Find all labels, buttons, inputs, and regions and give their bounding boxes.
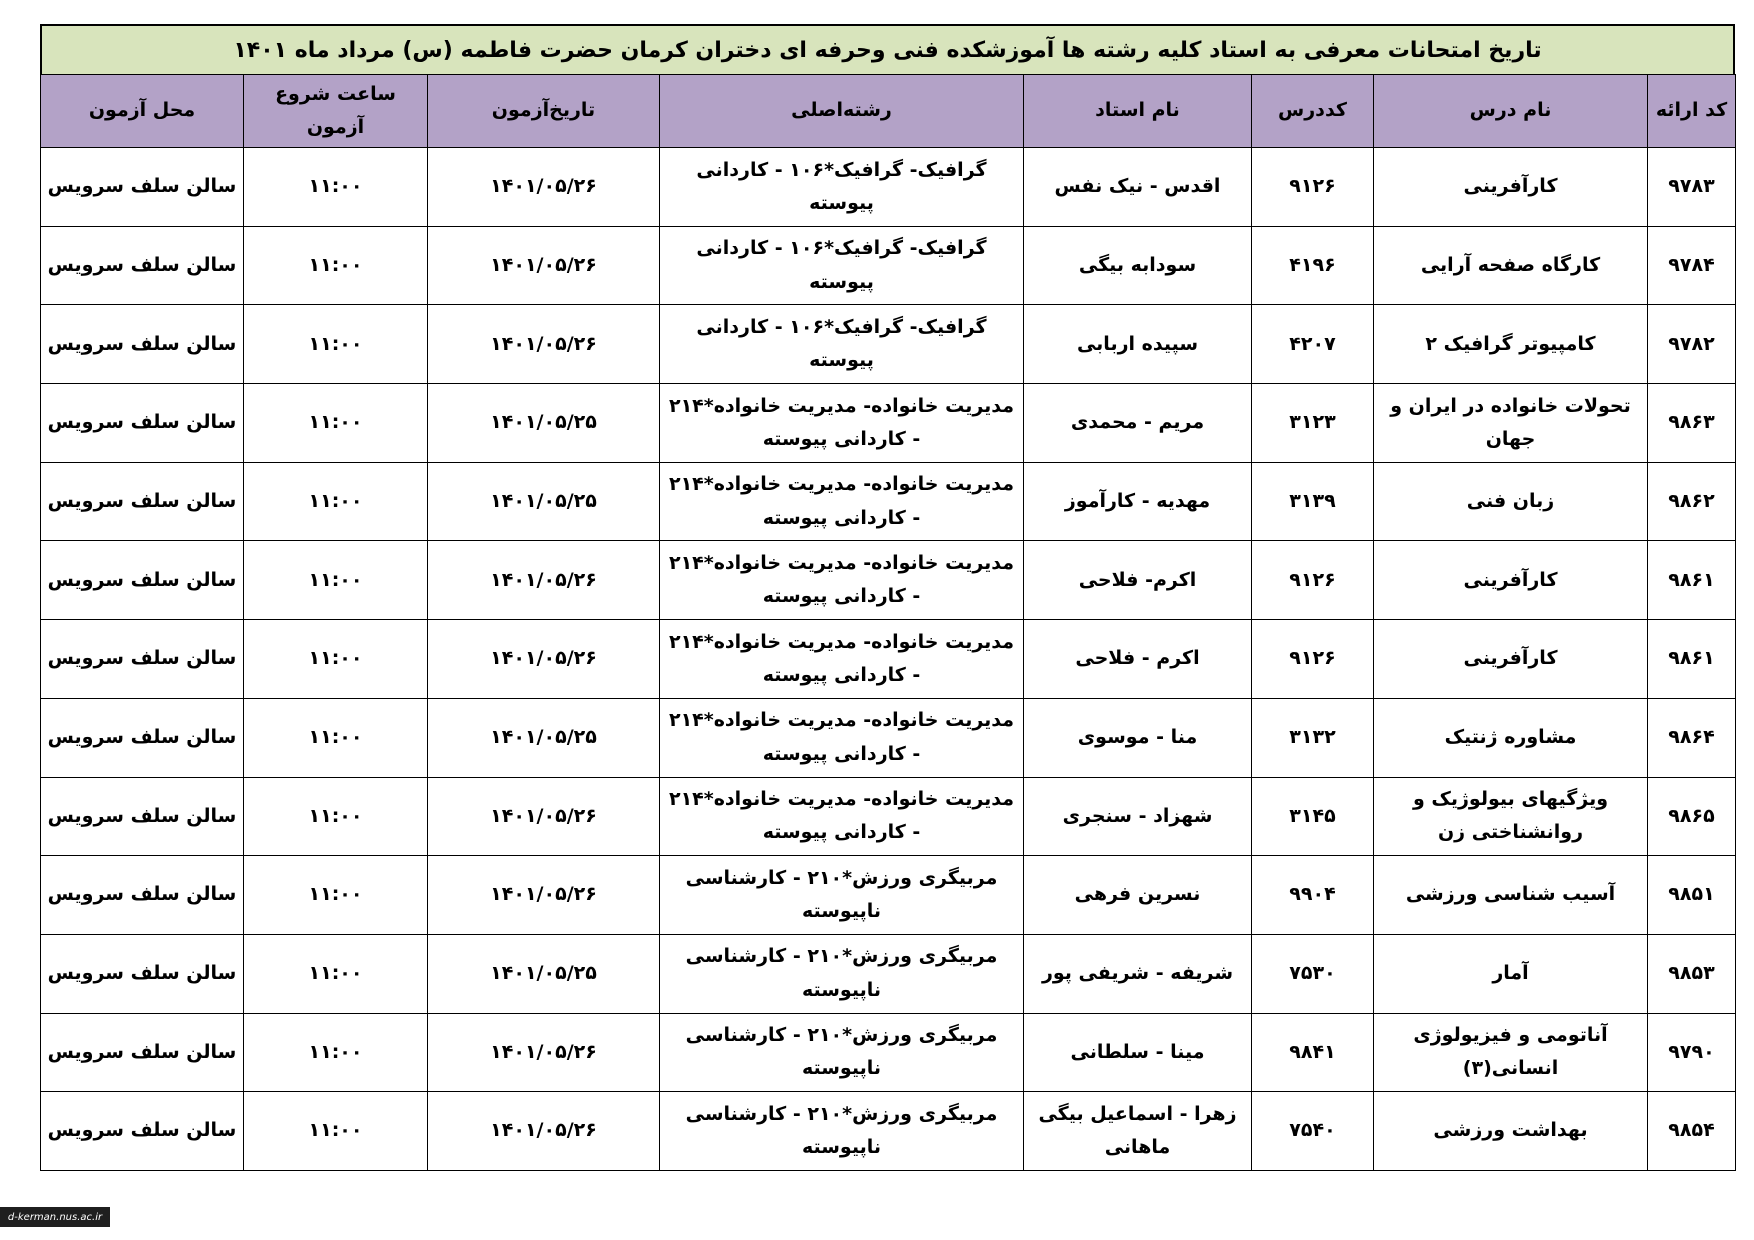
location-cell: سالن سلف سرویس (41, 305, 244, 384)
table-row (41, 1092, 1736, 1171)
course-code-cell: ۴۲۰۷ (1252, 305, 1374, 384)
exam-date-cell: ۱۴۰۱/۰۵/۲۵ (428, 934, 660, 1013)
course-name-cell: آناتومی و فیزیولوژی انسانی(۳) (1374, 1013, 1648, 1092)
instructor-cell: نسرین فرهی (1024, 856, 1252, 935)
offer-code-cell: ۹۷۹۰ (1648, 1013, 1736, 1092)
start-time-cell: ۱۱:۰۰ (244, 1092, 428, 1171)
exam-date-cell: ۱۴۰۱/۰۵/۲۵ (428, 384, 660, 463)
course-name-cell: کارگاه صفحه آرایی (1374, 226, 1648, 305)
header-instructor: نام استاد (1024, 75, 1252, 148)
offer-code-cell: ۹۸۶۱ (1648, 541, 1736, 620)
header-exam-date: تاریخ‌آزمون (428, 75, 660, 148)
major-cell: مربیگری ورزش*۲۱۰ - کارشناسی ناپیوسته (660, 856, 1024, 935)
start-time-cell: ۱۱:۰۰ (244, 698, 428, 777)
course-name-cell: کارآفرینی (1374, 148, 1648, 227)
course-code-cell: ۹۸۴۱ (1252, 1013, 1374, 1092)
start-time-cell: ۱۱:۰۰ (244, 934, 428, 1013)
major-cell: مدیریت خانواده- مدیریت خانواده*۲۱۴ - کاردانی پیوسته (660, 384, 1024, 463)
course-name-cell: مشاوره ژنتیک (1374, 698, 1648, 777)
major-cell: مربیگری ورزش*۲۱۰ - کارشناسی ناپیوسته (660, 934, 1024, 1013)
instructor-cell: مینا - سلطانی (1024, 1013, 1252, 1092)
major-cell: مربیگری ورزش*۲۱۰ - کارشناسی ناپیوسته (660, 1092, 1024, 1171)
location-cell: سالن سلف سرویس (41, 541, 244, 620)
exam-date-cell: ۱۴۰۱/۰۵/۲۶ (428, 856, 660, 935)
course-name-cell: بهداشت ورزشی (1374, 1092, 1648, 1171)
course-code-cell: ۳۱۲۳ (1252, 384, 1374, 463)
offer-code-cell: ۹۸۵۴ (1648, 1092, 1736, 1171)
instructor-cell: اکرم - فلاحی (1024, 620, 1252, 699)
table-row (41, 462, 1736, 541)
instructor-cell: سودابه بیگی (1024, 226, 1252, 305)
instructor-cell: شریفه - شریفی پور (1024, 934, 1252, 1013)
offer-code-cell: ۹۸۵۱ (1648, 856, 1736, 935)
major-cell: گرافیک- گرافیک*۱۰۶ - کاردانی پیوسته (660, 226, 1024, 305)
course-code-cell: ۳۱۳۹ (1252, 462, 1374, 541)
offer-code-cell: ۹۸۵۳ (1648, 934, 1736, 1013)
location-cell: سالن سلف سرویس (41, 148, 244, 227)
offer-code-cell: ۹۸۶۳ (1648, 384, 1736, 463)
header-course-code: کددرس (1252, 75, 1374, 148)
header-course-name: نام درس (1374, 75, 1648, 148)
site-watermark: d-kerman.nus.ac.ir (0, 1207, 110, 1227)
start-time-cell: ۱۱:۰۰ (244, 305, 428, 384)
course-name-cell: تحولات خانواده در ایران و جهان (1374, 384, 1648, 463)
location-cell: سالن سلف سرویس (41, 1013, 244, 1092)
location-cell: سالن سلف سرویس (41, 777, 244, 856)
course-name-cell: آمار (1374, 934, 1648, 1013)
course-name-cell: کارآفرینی (1374, 620, 1648, 699)
start-time-cell: ۱۱:۰۰ (244, 148, 428, 227)
course-name-cell: ویژگیهای بیولوژیک و روانشناختی زن (1374, 777, 1648, 856)
course-code-cell: ۴۱۹۶ (1252, 226, 1374, 305)
course-code-cell: ۹۱۲۶ (1252, 541, 1374, 620)
course-name-cell: کامپیوتر گرافیک ۲ (1374, 305, 1648, 384)
course-name-cell: زبان فنی (1374, 462, 1648, 541)
location-cell: سالن سلف سرویس (41, 384, 244, 463)
exam-date-cell: ۱۴۰۱/۰۵/۲۶ (428, 541, 660, 620)
table-row (41, 777, 1736, 856)
location-cell: سالن سلف سرویس (41, 698, 244, 777)
exam-date-cell: ۱۴۰۱/۰۵/۲۶ (428, 1092, 660, 1171)
course-code-cell: ۹۹۰۴ (1252, 856, 1374, 935)
exam-table (40, 74, 1736, 1171)
table-row (41, 620, 1736, 699)
course-code-cell: ۹۱۲۶ (1252, 148, 1374, 227)
table-row (41, 541, 1736, 620)
table-header-row (41, 75, 1736, 148)
location-cell: سالن سلف سرویس (41, 1092, 244, 1171)
location-cell: سالن سلف سرویس (41, 856, 244, 935)
header-start-time: ساعت شروع آزمون (244, 75, 428, 148)
start-time-cell: ۱۱:۰۰ (244, 384, 428, 463)
course-code-cell: ۳۱۳۲ (1252, 698, 1374, 777)
table-row (41, 226, 1736, 305)
major-cell: مدیریت خانواده- مدیریت خانواده*۲۱۴ - کاردانی پیوسته (660, 777, 1024, 856)
location-cell: سالن سلف سرویس (41, 934, 244, 1013)
exam-date-cell: ۱۴۰۱/۰۵/۲۶ (428, 620, 660, 699)
header-location: محل آزمون (41, 75, 244, 148)
start-time-cell: ۱۱:۰۰ (244, 1013, 428, 1092)
major-cell: مربیگری ورزش*۲۱۰ - کارشناسی ناپیوسته (660, 1013, 1024, 1092)
offer-code-cell: ۹۷۸۴ (1648, 226, 1736, 305)
course-code-cell: ۳۱۴۵ (1252, 777, 1374, 856)
location-cell: سالن سلف سرویس (41, 226, 244, 305)
exam-date-cell: ۱۴۰۱/۰۵/۲۶ (428, 1013, 660, 1092)
location-cell: سالن سلف سرویس (41, 462, 244, 541)
course-name-cell: آسیب شناسی ورزشی (1374, 856, 1648, 935)
header-offer-code: کد ارائه (1648, 75, 1736, 148)
offer-code-cell: ۹۸۶۱ (1648, 620, 1736, 699)
start-time-cell: ۱۱:۰۰ (244, 462, 428, 541)
exam-date-cell: ۱۴۰۱/۰۵/۲۶ (428, 305, 660, 384)
course-code-cell: ۷۵۴۰ (1252, 1092, 1374, 1171)
exam-date-cell: ۱۴۰۱/۰۵/۲۵ (428, 698, 660, 777)
table-row (41, 934, 1736, 1013)
exam-date-cell: ۱۴۰۱/۰۵/۲۶ (428, 148, 660, 227)
instructor-cell: شهزاد - سنجری (1024, 777, 1252, 856)
location-cell: سالن سلف سرویس (41, 620, 244, 699)
offer-code-cell: ۹۸۶۴ (1648, 698, 1736, 777)
exam-date-cell: ۱۴۰۱/۰۵/۲۵ (428, 462, 660, 541)
start-time-cell: ۱۱:۰۰ (244, 777, 428, 856)
table-row (41, 384, 1736, 463)
instructor-cell: اکرم- فلاحی (1024, 541, 1252, 620)
start-time-cell: ۱۱:۰۰ (244, 620, 428, 699)
start-time-cell: ۱۱:۰۰ (244, 856, 428, 935)
major-cell: گرافیک- گرافیک*۱۰۶ - کاردانی پیوسته (660, 148, 1024, 227)
instructor-cell: زهرا - اسماعیل بیگی ماهانی (1024, 1092, 1252, 1171)
start-time-cell: ۱۱:۰۰ (244, 541, 428, 620)
major-cell: مدیریت خانواده- مدیریت خانواده*۲۱۴ - کاردانی پیوسته (660, 698, 1024, 777)
course-code-cell: ۷۵۳۰ (1252, 934, 1374, 1013)
exam-date-cell: ۱۴۰۱/۰۵/۲۶ (428, 777, 660, 856)
instructor-cell: مهدیه - کارآموز (1024, 462, 1252, 541)
major-cell: مدیریت خانواده- مدیریت خانواده*۲۱۴ - کاردانی پیوسته (660, 620, 1024, 699)
exam-schedule-sheet (40, 24, 1735, 1171)
page-title: تاریخ امتحانات معرفی به استاد کلیه رشته ها آموزشکده فنی وحرفه ای دختران کرمان حضرت فاطمه (س) مرداد ماه ۱۴۰۱ (40, 24, 1735, 76)
table-row (41, 1013, 1736, 1092)
table-row (41, 305, 1736, 384)
instructor-cell: مریم - محمدی (1024, 384, 1252, 463)
course-code-cell: ۹۱۲۶ (1252, 620, 1374, 699)
table-row (41, 148, 1736, 227)
offer-code-cell: ۹۸۶۲ (1648, 462, 1736, 541)
exam-date-cell: ۱۴۰۱/۰۵/۲۶ (428, 226, 660, 305)
offer-code-cell: ۹۷۸۲ (1648, 305, 1736, 384)
table-row (41, 698, 1736, 777)
course-name-cell: کارآفرینی (1374, 541, 1648, 620)
header-major: رشته‌اصلی (660, 75, 1024, 148)
instructor-cell: سپیده اربابی (1024, 305, 1252, 384)
major-cell: مدیریت خانواده- مدیریت خانواده*۲۱۴ - کاردانی پیوسته (660, 541, 1024, 620)
major-cell: گرافیک- گرافیک*۱۰۶ - کاردانی پیوسته (660, 305, 1024, 384)
offer-code-cell: ۹۷۸۳ (1648, 148, 1736, 227)
start-time-cell: ۱۱:۰۰ (244, 226, 428, 305)
instructor-cell: اقدس - نیک نفس (1024, 148, 1252, 227)
table-row (41, 856, 1736, 935)
instructor-cell: منا - موسوی (1024, 698, 1252, 777)
offer-code-cell: ۹۸۶۵ (1648, 777, 1736, 856)
major-cell: مدیریت خانواده- مدیریت خانواده*۲۱۴ - کاردانی پیوسته (660, 462, 1024, 541)
